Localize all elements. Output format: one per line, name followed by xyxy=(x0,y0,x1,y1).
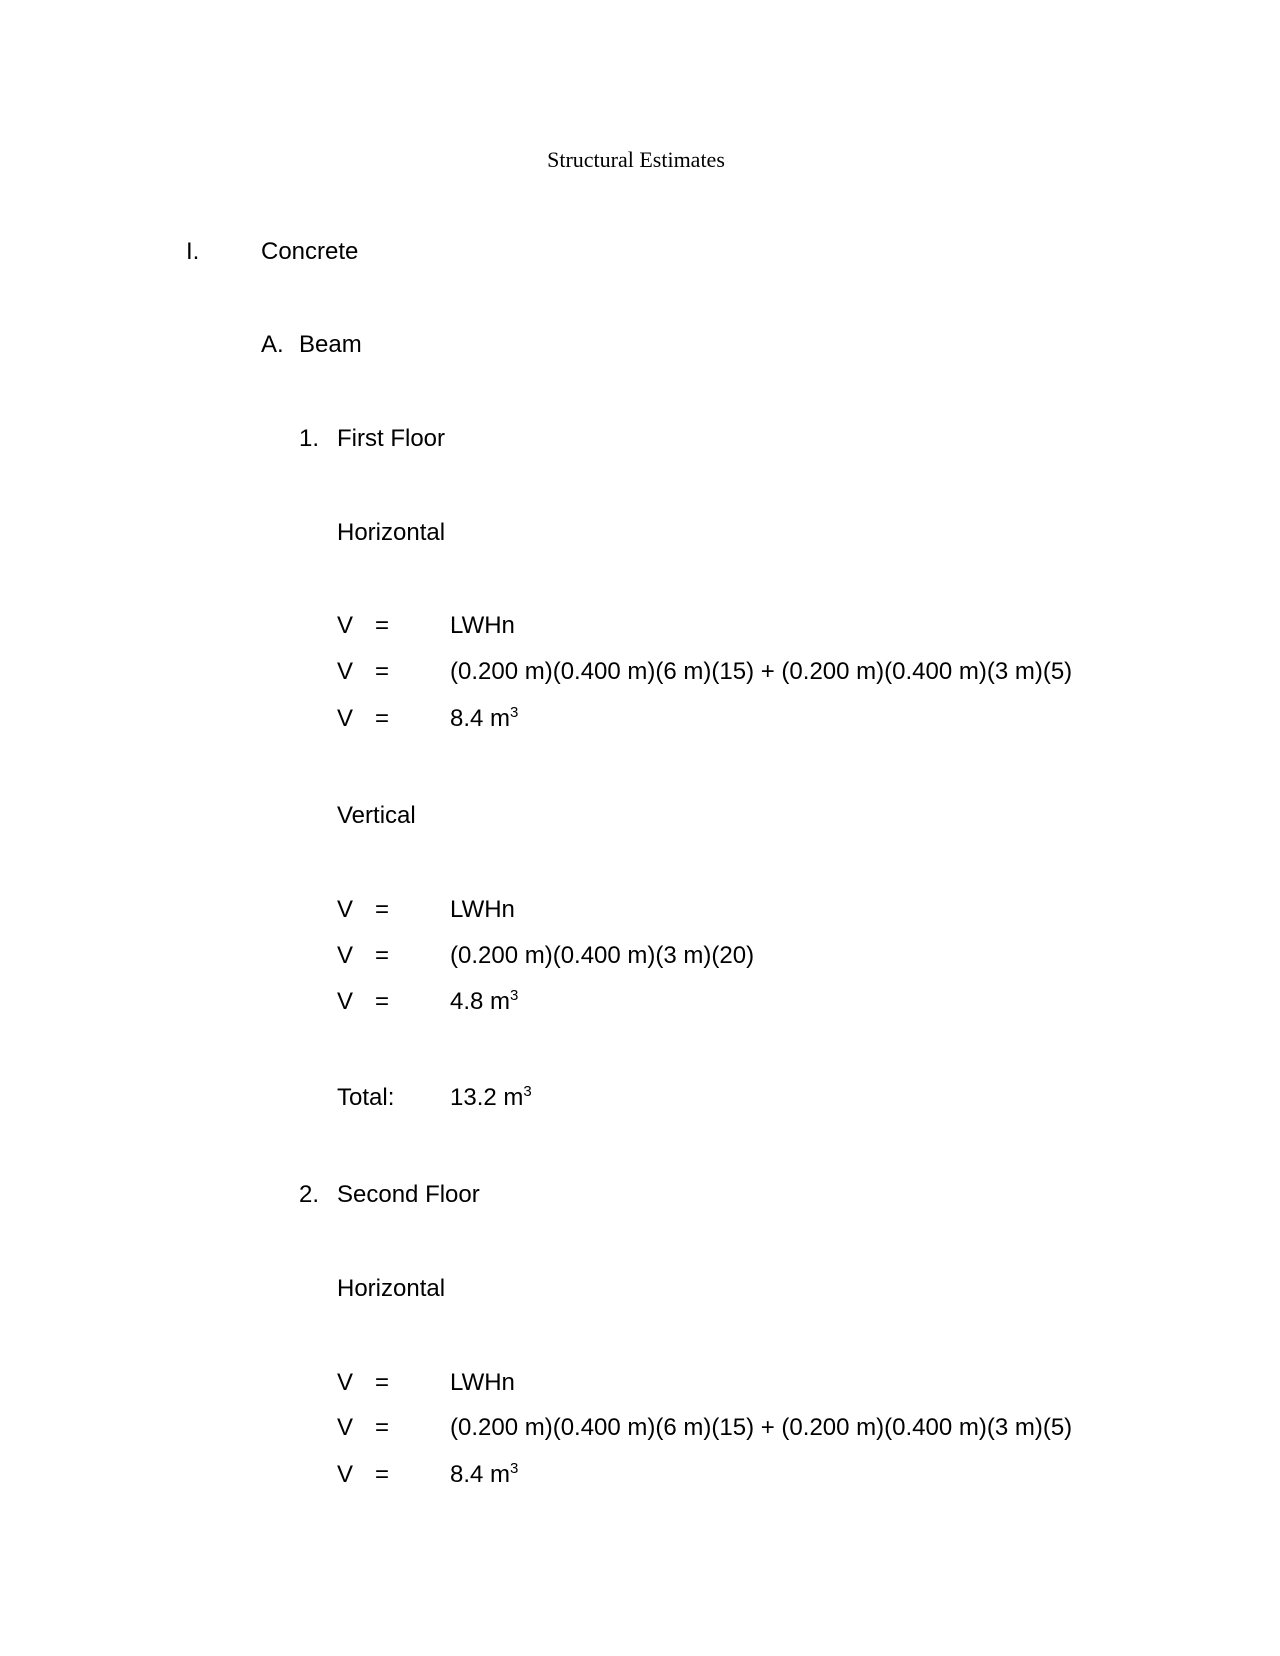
document-title: Structural Estimates xyxy=(547,147,725,172)
section-heading: Concrete xyxy=(261,238,359,265)
eq-sign: = xyxy=(375,942,390,969)
eq-lhs: V xyxy=(337,1414,354,1441)
eq-lhs: V xyxy=(337,705,354,732)
eq-rhs: (0.200 m)(0.400 m)(3 m)(20) xyxy=(450,942,755,969)
floor-2-heading: Second Floor xyxy=(337,1181,480,1208)
eq-lhs: V xyxy=(337,988,354,1015)
floor-1-horizontal-heading: Horizontal xyxy=(337,519,446,546)
eq-sign: = xyxy=(375,1369,390,1396)
eq-sign: = xyxy=(375,705,390,732)
eq-rhs: LWHn xyxy=(450,896,515,923)
eq-sign: = xyxy=(375,1414,390,1441)
eq-sign: = xyxy=(375,988,390,1015)
floor-1-heading: First Floor xyxy=(337,425,445,452)
subsection-marker: A. xyxy=(261,331,284,358)
eq-rhs: LWHn xyxy=(450,612,515,639)
total-value: 13.2 $m^3$ xyxy=(450,1083,532,1111)
eq-sign: = xyxy=(375,612,390,639)
eq-result: 4.8 $m^3$ xyxy=(450,987,519,1015)
floor-2-horizontal-heading: Horizontal xyxy=(337,1275,446,1302)
floor-2-marker: 2. xyxy=(299,1181,320,1208)
eq-rhs: (0.200 m)(0.400 m)(6 m)(15) + (0.200 m)(0.400 m)(3 m)(5) xyxy=(450,1414,1073,1441)
eq-result: 8.4 $m^3$ xyxy=(450,704,519,732)
eq-rhs: (0.200 m)(0.400 m)(6 m)(15) + (0.200 m)(0.400 m)(3 m)(5) xyxy=(450,658,1073,685)
eq-lhs: V xyxy=(337,612,354,639)
eq-lhs: V xyxy=(337,1461,354,1488)
total-label: Total: xyxy=(337,1084,395,1111)
eq-sign: = xyxy=(375,658,390,685)
eq-result: 8.4 $m^3$ xyxy=(450,1460,519,1488)
floor-1-vertical-heading: Vertical xyxy=(337,802,416,829)
eq-rhs: LWHn xyxy=(450,1369,515,1396)
eq-lhs: V xyxy=(337,942,354,969)
eq-lhs: V xyxy=(337,658,354,685)
eq-sign: = xyxy=(375,1461,390,1488)
eq-sign: = xyxy=(375,896,390,923)
section-marker: I. xyxy=(186,238,200,265)
subsection-heading: Beam xyxy=(299,331,362,358)
eq-lhs: V xyxy=(337,1369,354,1396)
eq-lhs: V xyxy=(337,896,354,923)
floor-1-marker: 1. xyxy=(299,425,320,452)
